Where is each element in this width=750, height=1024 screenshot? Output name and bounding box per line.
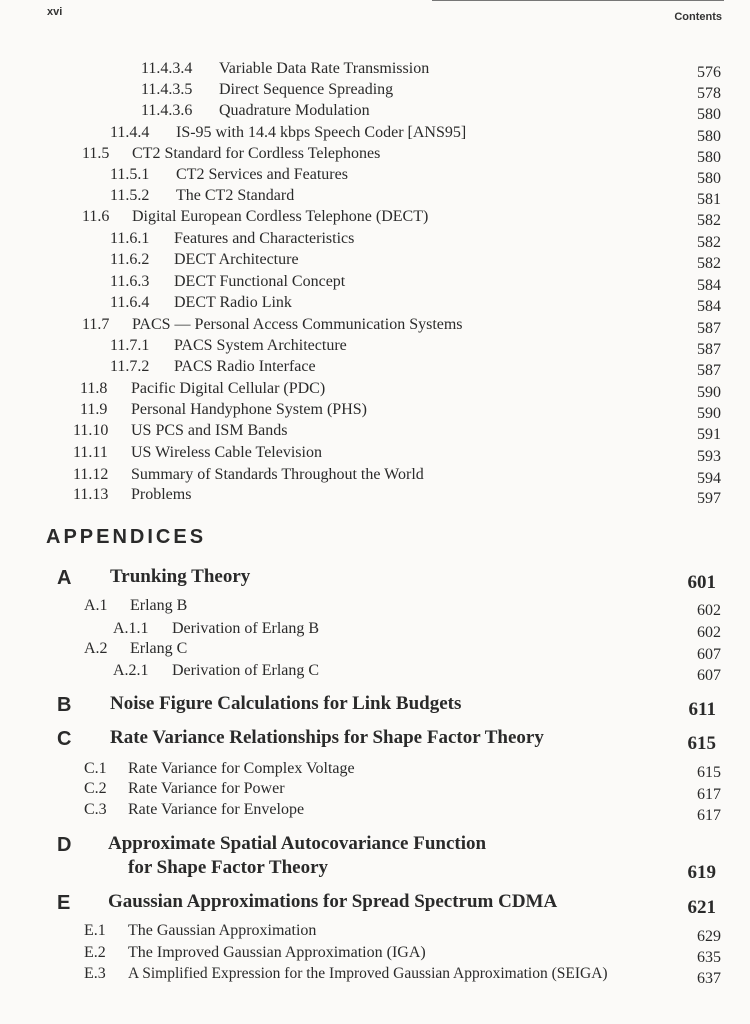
entry-page: 637 <box>697 970 721 987</box>
entry-title: Erlang C <box>130 640 188 657</box>
entry-page: 629 <box>697 928 721 945</box>
entry-number: A.1 <box>84 597 108 614</box>
entry-title: PACS — Personal Access Communication Systems <box>132 316 463 333</box>
entry-title: The Gaussian Approximation <box>128 922 317 939</box>
entry-number: 11.9 <box>80 401 108 418</box>
appendix-title-continuation: for Shape Factor Theory <box>128 857 329 878</box>
entry-page: 578 <box>697 85 721 102</box>
entry-number: 11.6.2 <box>110 251 150 268</box>
entry-title: Summary of Standards Throughout the World <box>131 466 424 483</box>
appendix-letter: E <box>57 892 71 914</box>
appendix-letter: A <box>57 567 72 589</box>
entry-page: 587 <box>697 341 721 358</box>
entry-page: 594 <box>697 470 721 487</box>
entry-number: 11.5.2 <box>110 187 150 204</box>
entry-page: 607 <box>697 646 721 663</box>
entry-number: 11.5.1 <box>110 166 150 183</box>
entry-title: Rate Variance for Power <box>128 780 285 797</box>
entry-number: 11.11 <box>73 444 108 461</box>
entry-number: E.2 <box>84 944 106 961</box>
entry-title: DECT Functional Concept <box>174 273 346 290</box>
entry-title: DECT Architecture <box>174 251 299 268</box>
entry-number: 11.6.3 <box>110 273 150 290</box>
header-rule <box>432 0 724 1</box>
entry-number: 11.8 <box>80 380 108 397</box>
entry-title: PACS System Architecture <box>174 337 347 354</box>
entry-page: 591 <box>697 426 721 443</box>
entry-title: Problems <box>131 486 192 503</box>
appendix-title: Approximate Spatial Autocovariance Function <box>108 833 487 854</box>
entry-number: 11.7.1 <box>110 337 150 354</box>
entry-number: C.2 <box>84 780 107 797</box>
entry-page: 584 <box>697 298 721 315</box>
entry-title: Derivation of Erlang C <box>172 662 320 679</box>
entry-number: E.3 <box>84 965 106 982</box>
entry-page: 582 <box>697 212 721 229</box>
entry-title: Pacific Digital Cellular (PDC) <box>131 380 326 397</box>
entry-page: 587 <box>697 320 721 337</box>
entry-title: CT2 Services and Features <box>176 166 348 183</box>
entry-number: 11.7 <box>82 316 110 333</box>
entry-number: 11.10 <box>73 422 109 439</box>
entry-number: 11.7.2 <box>110 358 150 375</box>
entry-page: 582 <box>697 234 721 251</box>
entry-title: Features and Characteristics <box>174 230 355 247</box>
entry-title: CT2 Standard for Cordless Telephones <box>132 145 381 162</box>
entry-title: Derivation of Erlang B <box>172 620 320 637</box>
entry-title: The CT2 Standard <box>176 187 295 204</box>
appendix-title: Trunking Theory <box>110 566 251 587</box>
entry-number: A.1.1 <box>113 620 149 637</box>
entry-number: 11.13 <box>73 486 109 503</box>
entry-page: 576 <box>697 64 721 81</box>
entry-number: E.1 <box>84 922 106 939</box>
entry-page: 590 <box>697 405 721 422</box>
entry-title: Quadrature Modulation <box>219 102 370 119</box>
entry-number: 11.12 <box>73 466 109 483</box>
entry-number: 11.4.3.6 <box>141 102 193 119</box>
appendix-letter: B <box>57 694 72 716</box>
appendix-page: 615 <box>687 733 716 754</box>
entry-number: C.3 <box>84 801 107 818</box>
entry-number: C.1 <box>84 760 107 777</box>
entry-title: Variable Data Rate Transmission <box>219 60 430 77</box>
entry-page: 617 <box>697 807 721 824</box>
entry-page: 580 <box>697 149 721 166</box>
entry-page: 593 <box>697 448 721 465</box>
entry-page: 617 <box>697 786 721 803</box>
entry-title: DECT Radio Link <box>174 294 292 311</box>
appendices-heading: APPENDICES <box>46 526 207 548</box>
entry-title: US PCS and ISM Bands <box>131 422 288 439</box>
appendix-title: Gaussian Approximations for Spread Spectrum CDMA <box>108 891 558 912</box>
entry-number: 11.4.3.4 <box>141 60 193 77</box>
entry-title: US Wireless Cable Television <box>131 444 322 461</box>
appendix-letter: C <box>57 728 72 750</box>
entry-number: A.2.1 <box>113 662 149 679</box>
entry-number: 11.6 <box>82 208 110 225</box>
appendix-page: 619 <box>687 862 716 883</box>
entry-page: 584 <box>697 277 721 294</box>
entry-number: A.2 <box>84 640 108 657</box>
entry-page: 597 <box>697 490 721 507</box>
entry-page: 580 <box>697 128 721 145</box>
entry-title: Rate Variance for Envelope <box>128 801 305 818</box>
entry-page: 581 <box>697 191 721 208</box>
entry-page: 602 <box>697 624 721 641</box>
appendix-page: 621 <box>687 897 716 918</box>
entry-number: 11.4.3.5 <box>141 81 193 98</box>
entry-title: Rate Variance for Complex Voltage <box>128 760 355 777</box>
entry-number: 11.6.1 <box>110 230 150 247</box>
entry-title: Direct Sequence Spreading <box>219 81 394 98</box>
appendix-title: Rate Variance Relationships for Shape Factor Theory <box>110 727 544 748</box>
running-title: Contents <box>674 11 722 23</box>
appendix-page: 601 <box>687 572 716 593</box>
entry-title: The Improved Gaussian Approximation (IGA) <box>128 944 426 961</box>
entry-title: Personal Handyphone System (PHS) <box>131 401 367 418</box>
entry-page: 602 <box>697 602 721 619</box>
appendix-letter: D <box>57 834 72 856</box>
entry-title: IS-95 with 14.4 kbps Speech Coder [ANS95] <box>176 124 467 141</box>
entry-number: 11.4.4 <box>110 124 150 141</box>
entry-title: Erlang B <box>130 597 188 614</box>
entry-title: PACS Radio Interface <box>174 358 316 375</box>
entry-page: 580 <box>697 106 721 123</box>
entry-page: 607 <box>697 667 721 684</box>
entry-page: 580 <box>697 170 721 187</box>
entry-page: 590 <box>697 384 721 401</box>
entry-page: 582 <box>697 255 721 272</box>
page-number-label: xvi <box>47 6 63 18</box>
entry-number: 11.6.4 <box>110 294 150 311</box>
appendix-page: 611 <box>688 699 716 720</box>
appendix-title: Noise Figure Calculations for Link Budgets <box>110 693 462 714</box>
entry-page: 587 <box>697 362 721 379</box>
entry-page: 635 <box>697 949 721 966</box>
entry-page: 615 <box>697 764 721 781</box>
entry-number: 11.5 <box>82 145 110 162</box>
entry-title: Digital European Cordless Telephone (DECT) <box>132 208 429 225</box>
entry-title: A Simplified Expression for the Improved Gaussian Approximation (SEIGA) <box>128 965 608 982</box>
